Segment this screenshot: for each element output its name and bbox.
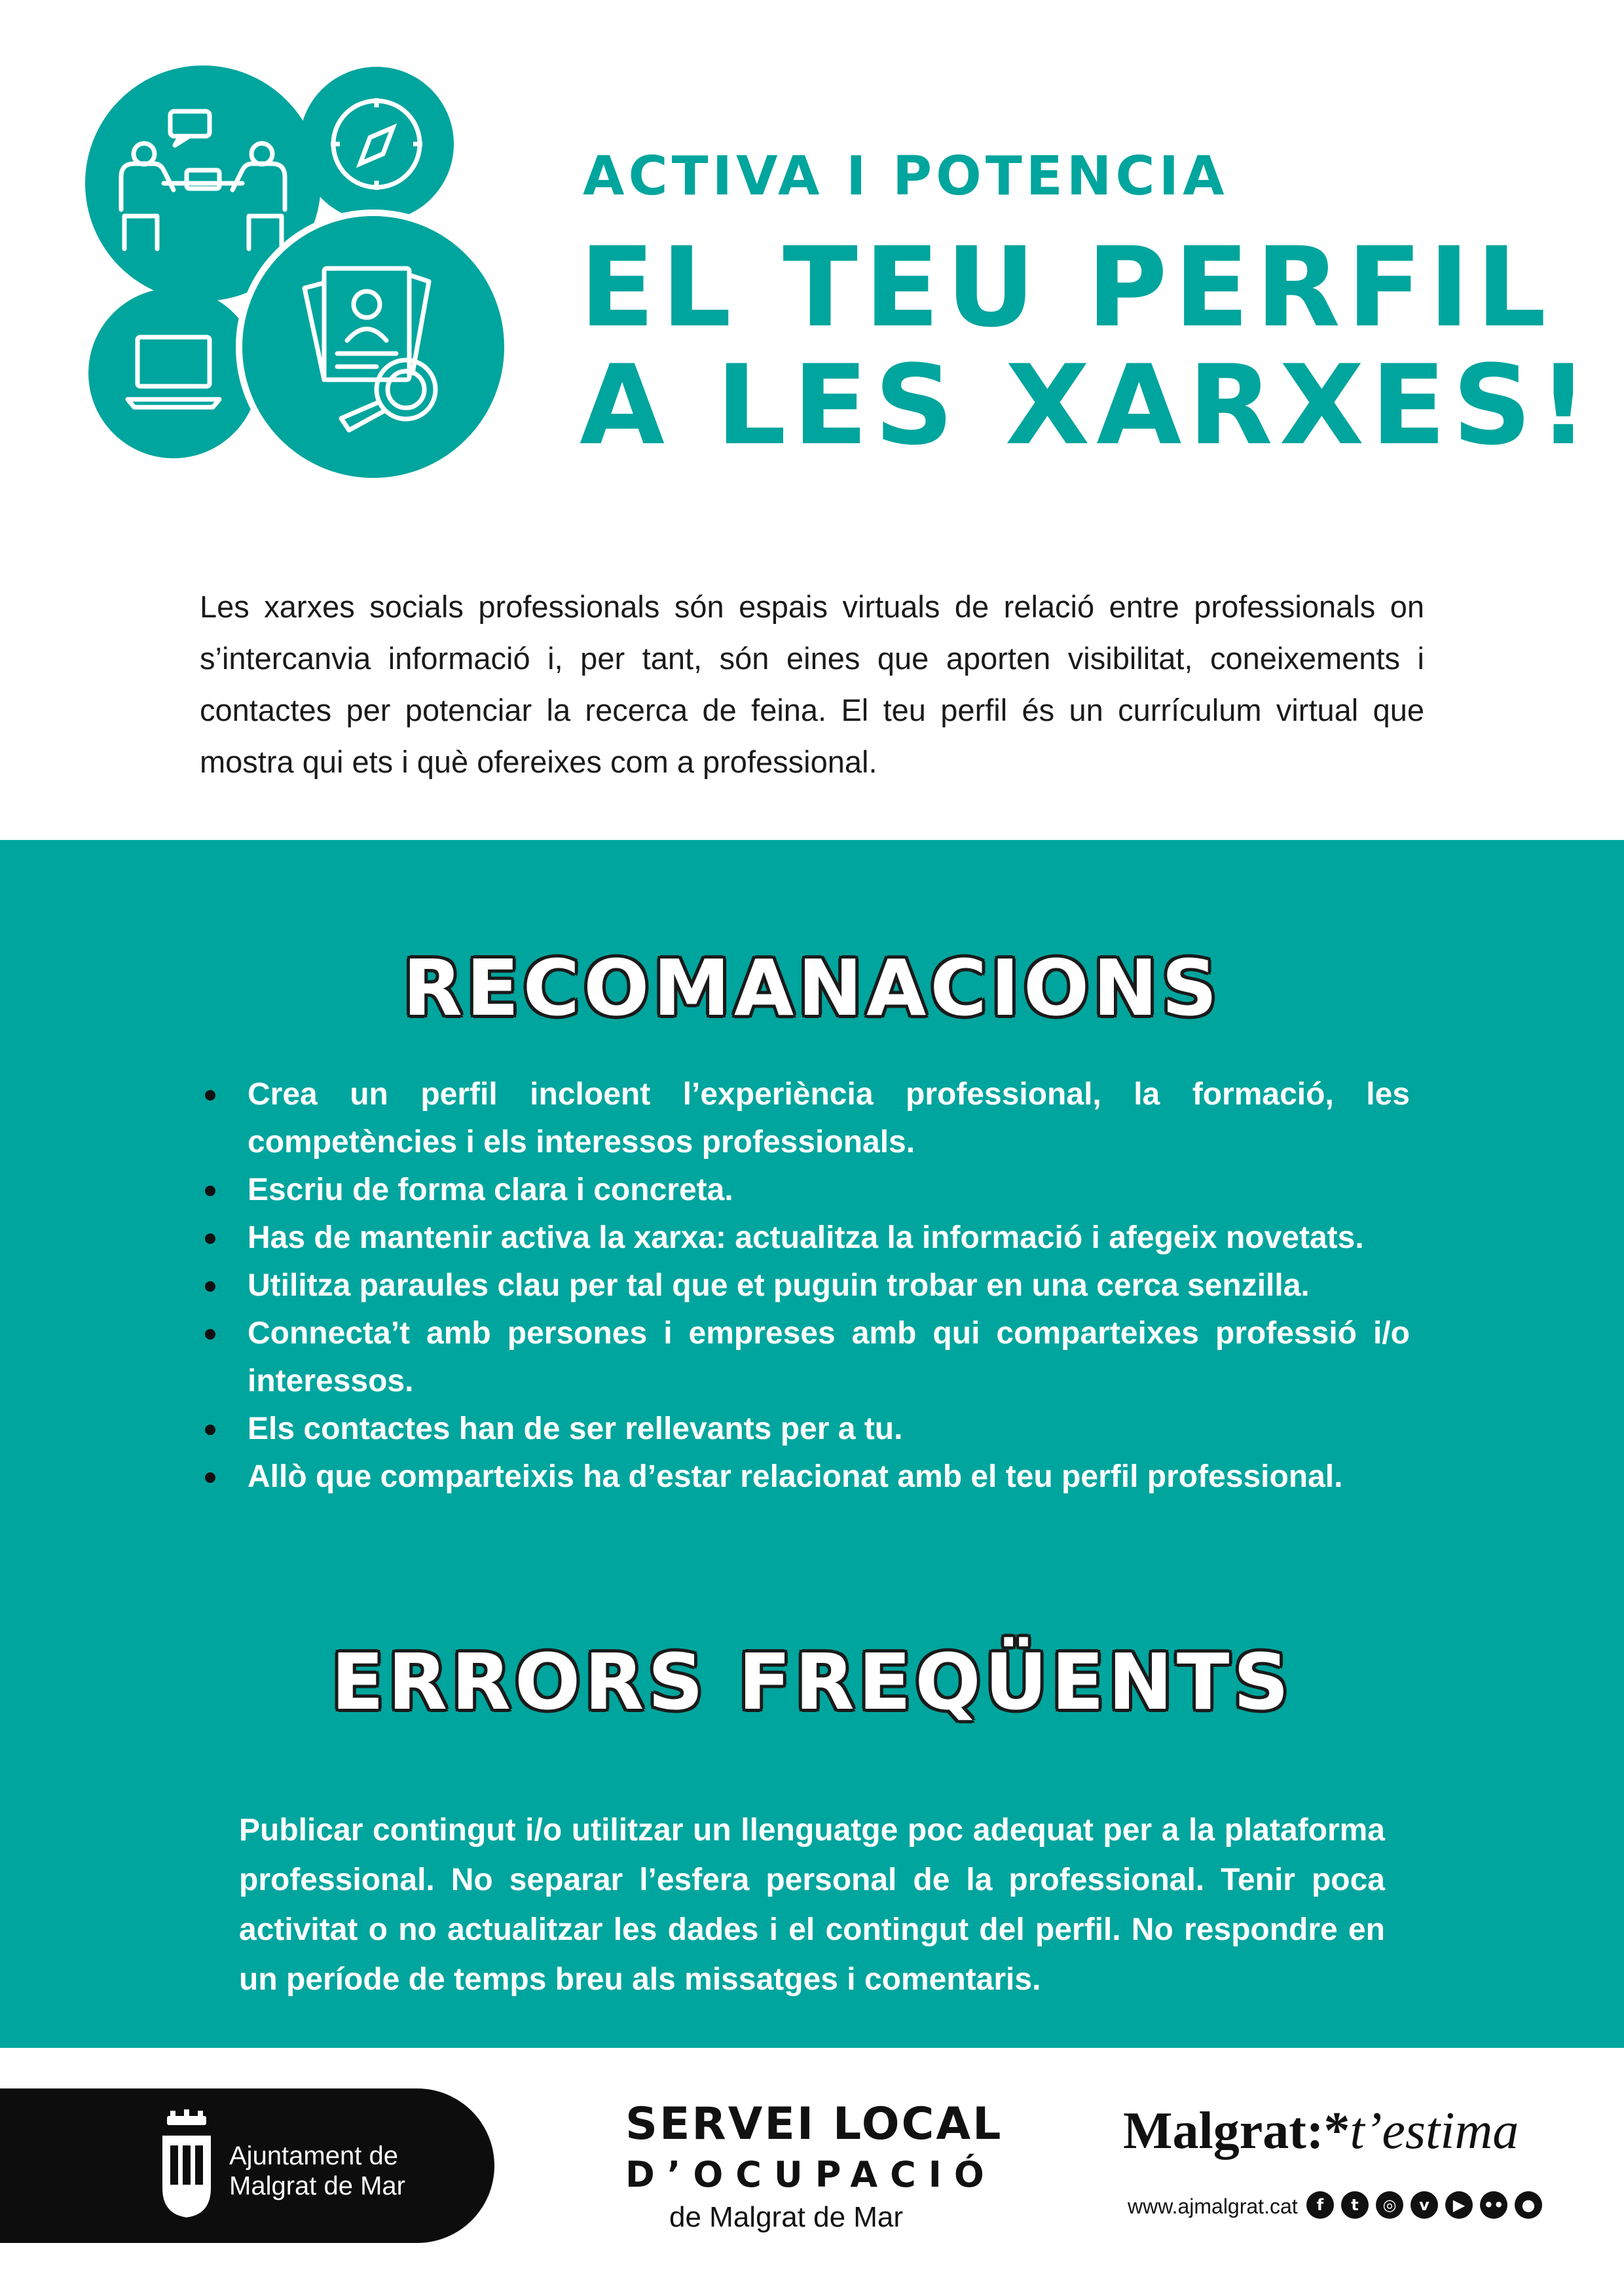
intro-paragraph: Les xarxes socials professionals són espais virtuals de relació entre professionals on s’intercanvia informació i, per tant, són eines que aporten visibilitat, coneixements i contactes per potenciar la recerca de feina. El teu perfil és un currículum virtual que mostra qui ets i què ofereixes com a professional. xyxy=(200,589,1424,779)
list-item: Escriu de forma clara i concreta. xyxy=(200,1166,1410,1214)
bullet-icon xyxy=(205,1233,215,1244)
servei-local-logo-line-3: de Malgrat de Mar xyxy=(669,2201,904,2233)
header-kicker: ACTIVA I POTENCIA xyxy=(583,145,1228,208)
bullet-icon xyxy=(205,1186,215,1196)
list-item: Els contactes han de ser rellevants per a tu. xyxy=(200,1405,1410,1453)
coat-of-arms-icon xyxy=(157,2109,216,2221)
header-title-line-2: A LES XARXES! xyxy=(580,341,1595,469)
bullet-icon xyxy=(205,1090,215,1101)
instagram-icon[interactable]: ◎ xyxy=(1376,2191,1403,2219)
errors-paragraph: Publicar contingut i/o utilitzar un llenguatge poc adequat per a la plataforma professional. No separar l’esfera personal de la professional. Tenir poca activitat o no actualitzar les dades i el contingut del perfil. No respondre en un període de temps breu als missatges i comentaris. xyxy=(239,1813,1385,1997)
errors-heading: ERRORS FREQÜENTS xyxy=(331,1637,1293,1727)
bullet-icon xyxy=(205,1472,215,1483)
bullet-icon xyxy=(205,1425,215,1435)
malgrat-brand-logo: Malgrat:*t’estima xyxy=(1123,2102,1519,2160)
hero-icon-cluster xyxy=(72,65,530,484)
facebook-icon[interactable]: f xyxy=(1306,2191,1334,2219)
ajuntament-name: Ajuntament de Malgrat de Mar xyxy=(229,2141,405,2200)
list-item: Crea un perfil incloent l’experiència professional, la formació, les competències i els interessos professionals. xyxy=(200,1070,1410,1166)
flickr-icon[interactable]: •• xyxy=(1480,2191,1507,2219)
vimeo-icon[interactable]: v xyxy=(1411,2191,1438,2219)
bullet-icon xyxy=(205,1329,215,1339)
compass-icon xyxy=(299,67,454,221)
bullet-icon xyxy=(205,1281,215,1292)
social-icons xyxy=(1306,2191,1542,2219)
list-item: Connecta’t amb persones i empreses amb qui comparteixes professió i/o interessos. xyxy=(200,1309,1410,1405)
header-title-line-1: EL TEU PERFIL xyxy=(580,223,1553,352)
resume-search-icon xyxy=(239,213,507,481)
camera-icon[interactable]: ● xyxy=(1515,2191,1542,2219)
youtube-icon[interactable]: ▶ xyxy=(1445,2191,1473,2219)
servei-local-logo-line-2: D’OCUPACIÓ xyxy=(625,2154,997,2195)
list-item: Utilitza paraules clau per tal que et puguin trobar en una cerca senzilla. xyxy=(200,1262,1410,1309)
list-item: Has de mantenir activa la xarxa: actualitza la informació i afegeix novetats. xyxy=(200,1214,1410,1262)
list-item: Allò que comparteixis ha d’estar relacionat amb el teu perfil professional. xyxy=(200,1453,1410,1501)
laptop-icon xyxy=(88,288,259,458)
servei-local-logo-line-1: SERVEI LOCAL xyxy=(625,2098,1003,2150)
twitter-icon[interactable]: t xyxy=(1341,2191,1369,2219)
recommendations-heading: RECOMANACIONS xyxy=(403,943,1221,1033)
website-link[interactable]: www.ajmalgrat.cat xyxy=(1128,2195,1298,2218)
recommendations-list xyxy=(200,1070,1410,1501)
